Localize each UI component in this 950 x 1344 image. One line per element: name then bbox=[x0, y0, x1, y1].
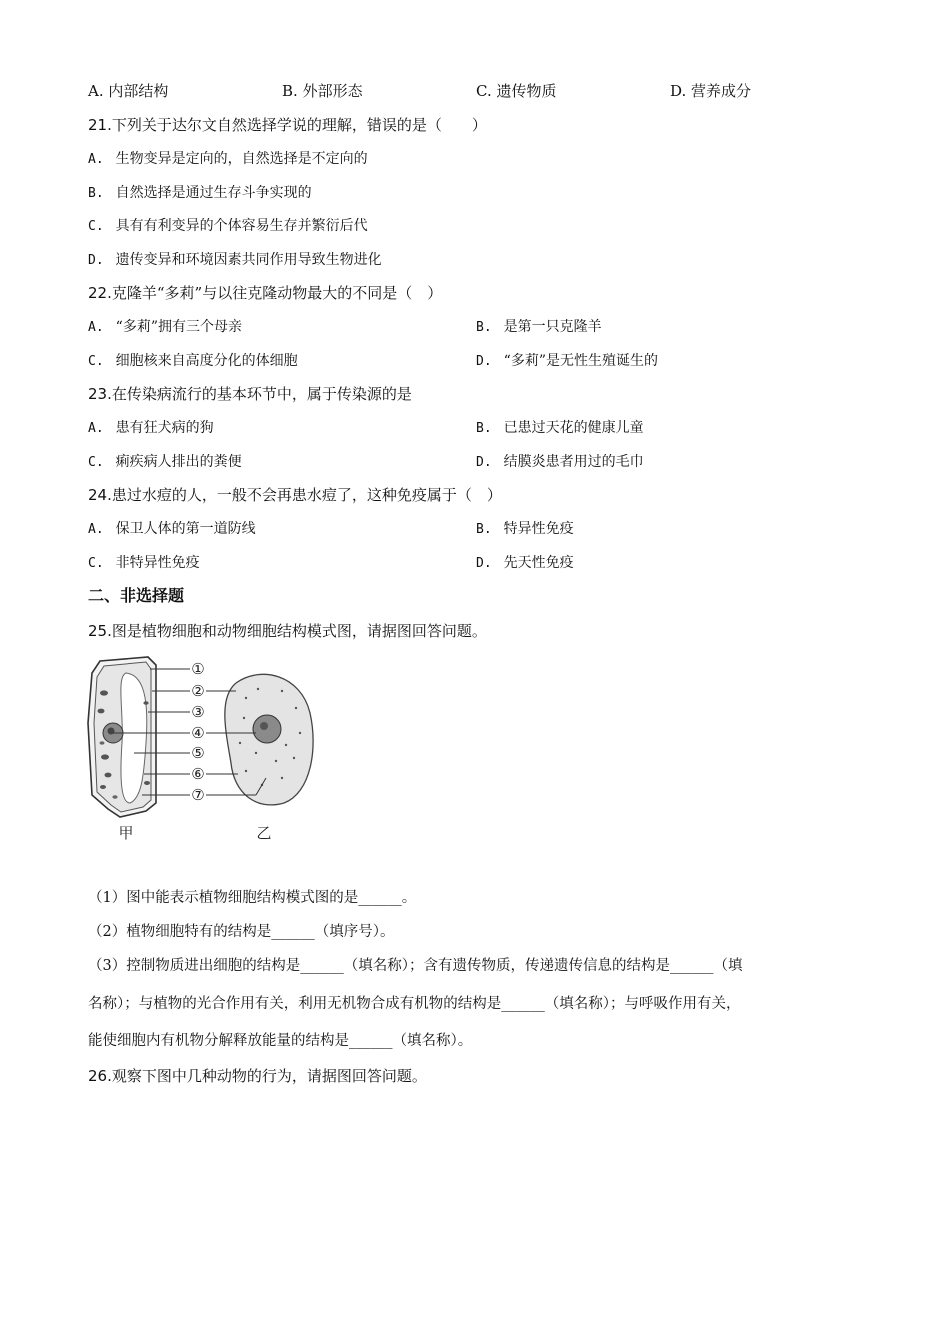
q21-option-a: A. 生物变异是定向的，自然选择是不定向的 bbox=[88, 151, 368, 167]
q22-stem: 22.克隆羊“多莉”与以往克隆动物最大的不同是（ ） bbox=[88, 284, 443, 302]
q25-sub1: （1）图中能表示植物细胞结构模式图的是______。 bbox=[88, 890, 417, 906]
q25-sub3-line1: （3）控制物质进出细胞的结构是______（填名称）；含有遗传物质，传递遗传信息的结构是______（填 bbox=[88, 958, 743, 974]
q22-option-a: A. “多莉”拥有三个母亲 bbox=[88, 319, 242, 335]
q24-stem: 24.患过水痘的人，一般不会再患水痘了，这种免疫属于（ ） bbox=[88, 486, 502, 504]
q26-stem: 26.观察下图中几种动物的行为，请据图回答问题。 bbox=[88, 1067, 427, 1085]
caption-animal-cell: 乙 bbox=[256, 824, 272, 842]
q20-option-b: B. 外部形态 bbox=[282, 82, 363, 100]
q25-stem: 25.图是植物细胞和动物细胞结构模式图，请据图回答问题。 bbox=[88, 622, 487, 640]
q20-option-c: C. 遗传物质 bbox=[476, 82, 557, 100]
q24-option-b: B. 特异性免疫 bbox=[476, 521, 574, 537]
label-3: ③ bbox=[191, 703, 205, 721]
q23-option-b: B. 已患过天花的健康儿童 bbox=[476, 420, 644, 436]
q25-sub2: （2）植物细胞特有的结构是______（填序号）。 bbox=[88, 924, 395, 940]
q23-option-a: A. 患有狂犬病的狗 bbox=[88, 420, 214, 436]
label-2: ② bbox=[191, 682, 205, 700]
label-4: ④ bbox=[191, 724, 205, 742]
caption-plant-cell: 甲 bbox=[118, 824, 134, 842]
q24-option-d: D. 先天性免疫 bbox=[476, 555, 574, 571]
label-5: ⑤ bbox=[191, 744, 205, 762]
label-1: ① bbox=[191, 660, 205, 678]
q21-option-b: B. 自然选择是通过生存斗争实现的 bbox=[88, 185, 312, 201]
q25-sub3-line3: 能使细胞内有机物分解释放能量的结构是______（填名称）。 bbox=[88, 1033, 473, 1049]
q23-option-d: D. 结膜炎患者用过的毛巾 bbox=[476, 454, 644, 470]
q23-stem: 23.在传染病流行的基本环节中，属于传染源的是 bbox=[88, 385, 412, 403]
label-7: ⑦ bbox=[191, 786, 205, 804]
q22-option-d: D. “多莉”是无性生殖诞生的 bbox=[476, 353, 658, 369]
cell-structure-diagram bbox=[86, 653, 326, 848]
q22-option-b: B. 是第一只克隆羊 bbox=[476, 319, 602, 335]
q23-option-c: C. 痢疾病人排出的粪便 bbox=[88, 454, 242, 470]
q24-option-a: A. 保卫人体的第一道防线 bbox=[88, 521, 256, 537]
q21-stem: 21.下列关于达尔文自然选择学说的理解，错误的是（ ） bbox=[88, 116, 487, 134]
label-6: ⑥ bbox=[191, 765, 205, 783]
q21-option-d: D. 遗传变异和环境因素共同作用导致生物进化 bbox=[88, 252, 382, 268]
section-heading: 二、非选择题 bbox=[88, 586, 185, 605]
q22-option-c: C. 细胞核来自高度分化的体细胞 bbox=[88, 353, 298, 369]
q20-option-d: D. 营养成分 bbox=[670, 82, 752, 100]
q24-option-c: C. 非特异性免疫 bbox=[88, 555, 200, 571]
plant-cell bbox=[88, 657, 156, 817]
q25-sub3-line2: 名称）；与植物的光合作用有关，利用无机物合成有机物的结构是______（填名称）；与呼吸作用有关， bbox=[88, 996, 741, 1012]
animal-cell bbox=[225, 674, 313, 805]
q21-option-c: C. 具有有利变异的个体容易生存并繁衍后代 bbox=[88, 218, 368, 234]
q20-option-a: A. 内部结构 bbox=[88, 82, 169, 100]
